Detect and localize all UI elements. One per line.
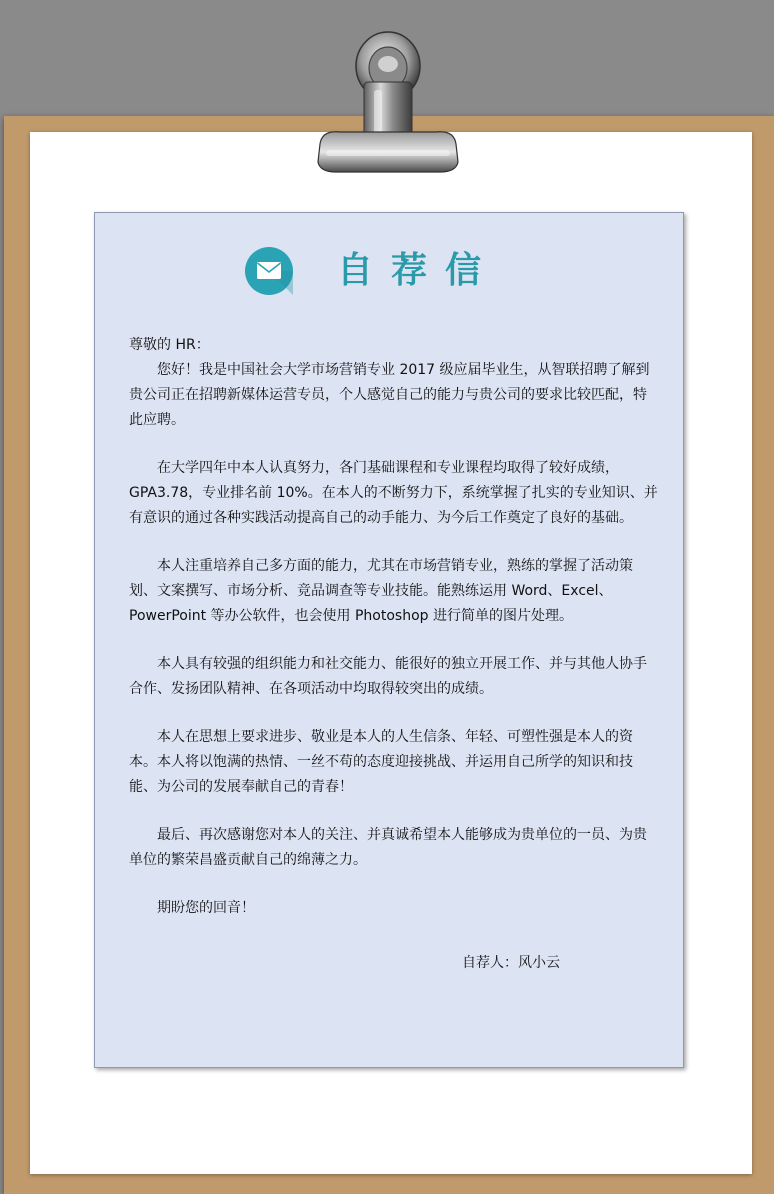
letter-greeting: 尊敬的 HR： <box>129 337 210 353</box>
letter-paragraph-6: 最后、再次感谢您对本人的关注、并真诚希望本人能够成为贵单位的一员、为贵单位的繁荣昌盛贡献自己的绵薄之力。 <box>129 827 647 868</box>
clipboard-board <box>4 116 774 1194</box>
white-paper <box>30 132 752 1174</box>
cover-letter <box>94 212 684 1068</box>
letter-paragraph-3: 本人注重培养自己多方面的能力，尤其在市场营销专业，熟练的掌握了活动策划、文案撰写、市场分析、竞品调查等专业技能。能熟练运用 Word、Excel、PowerPoint 等办公软件，也会使用 Photoshop 进行简单的图片处理。 <box>129 558 633 624</box>
letter-signature: 自荐人：风小云 <box>462 955 560 971</box>
letter-paragraph-5: 本人在思想上要求进步、敬业是本人的人生信条、年轻、可塑性强是本人的资本。本人将以饱满的热情、一丝不苟的态度迎接挑战、并运用自己所学的知识和技能、为公司的发展奉献自己的青春！ <box>129 729 633 795</box>
envelope-icon <box>245 247 293 295</box>
letter-paragraph-2: 在大学四年中本人认真努力，各门基础课程和专业课程均取得了较好成绩，GPA3.78，专业排名前 10%。在本人的不断努力下，系统掌握了扎实的专业知识、并有意识的通过各种实践活动提高自己的动手能力、为今后工作奠定了良好的基础。 <box>129 460 658 526</box>
letter-body <box>129 333 659 944</box>
letter-closing: 期盼您的回音！ <box>157 900 255 916</box>
letter-paragraph-4: 本人具有较强的组织能力和社交能力、能很好的独立开展工作、并与其他人协手合作、发扬团队精神、在各项活动中均取得较突出的成绩。 <box>129 656 647 697</box>
letter-paragraph-1: 您好！我是中国社会大学市场营销专业 2017 级应届毕业生，从智联招聘了解到贵公司正在招聘新媒体运营专员，个人感觉自己的能力与贵公司的要求比较匹配，特此应聘。 <box>129 362 650 428</box>
letter-title: 自荐信 <box>337 250 500 291</box>
binder-clip <box>300 26 476 178</box>
